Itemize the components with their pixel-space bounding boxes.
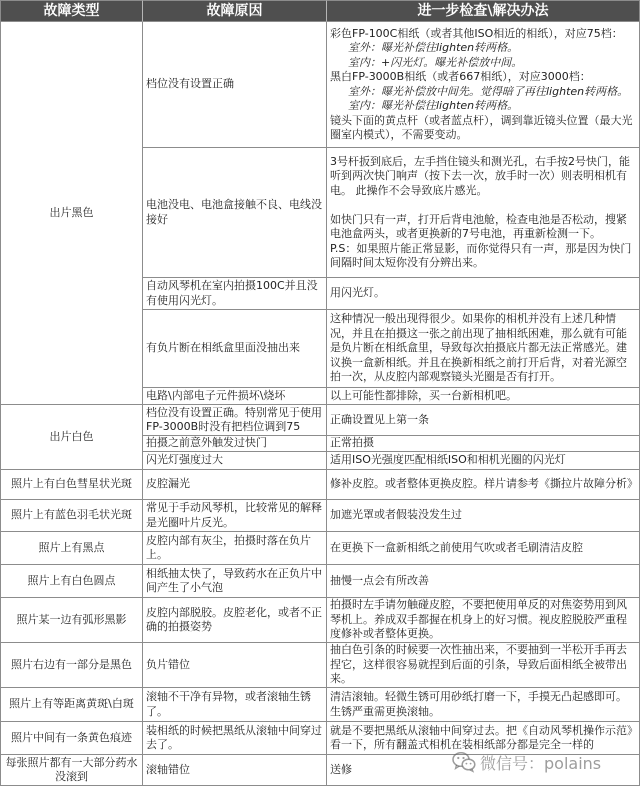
solution-line: 室外：曝光补偿放中间先。觉得暗了再往lighten转两格。 [348,84,629,98]
solution-line: 镜头下面的黄点杆（或者蓝点杆），调到靠近镜头位置（最大光圈室内模式），不需要变动。 [330,113,633,141]
solution-line: 彩色FP-100C相纸（或者其他ISO相近的相纸），对应75档： [330,26,623,40]
solution-text: 抽慢一点会有所改善 [330,573,429,587]
solution-paragraph: 以上可能性都排除，买一台新相机吧。 [330,388,517,402]
cause-cell [143,722,327,755]
fault-type-label: 照片上有等距离黄斑\白斑 [9,697,134,711]
solution-text: 加遮光罩或者假装没发生过 [330,508,462,522]
header-solution: 进一步检查\解决办法 [327,0,640,22]
solution-cell [327,755,640,786]
cause-text: 档位没有设置正确。特别常见于使用FP-3000B时没有把档位调到75 [146,405,322,433]
solution-cell [327,22,640,148]
cause-cell [143,532,327,565]
fault-type-label: 照片中间有一条黄色痕迹 [11,730,132,744]
fault-type-label: 出片黑色 [49,205,94,219]
fault-type-cell [0,643,143,688]
solution-paragraph: P.S：如果照片能正常显影，而你觉得只有一声，那是因为快门间隔时间太短你没有分辨出来。 [330,241,632,269]
cause-cell [143,755,327,786]
fault-type-cell [0,688,143,722]
solution-paragraph: 如快门只有一声，打开后背电池舱，检查电池是否松动，搜紧电池盒两头，或者更换新的7号电池，再重新检测一下。 [330,212,627,240]
fault-type-cell [0,755,143,786]
cause-text: 闪光灯强度过大 [146,453,223,467]
fault-type-cell [0,405,143,470]
fault-type-cell [0,722,143,755]
fault-type-label: 每张照片都有一大部分药水没滚到 [5,755,138,783]
solution-text: 修补皮腔。或者整体更换皮腔。样片请参考《撕拉片故障分析》 [330,477,638,491]
cause-cell [143,436,327,452]
cause-text: 拍摄之前意外触发过快门 [146,436,267,450]
fault-type-label: 照片上有黑点 [38,540,105,554]
solution-text: 清洁滚轴。轻微生锈可用砂纸打磨一下，手摸无凸起感即可。生锈严重需更换滚轴。 [330,690,627,718]
cause-text: 自动风琴机在室内拍摄100C并且没有使用闪光灯。 [146,279,318,307]
cause-cell [143,278,327,310]
cause-text: 皮腔漏光 [146,477,190,491]
solution-cell [327,565,640,598]
solution-cell [327,722,640,755]
solution-paragraph: 适用ISO光强度匹配相纸ISO和相机光圈的闪光灯 [330,453,566,467]
fault-type-label: 照片上有白色彗星状光斑 [11,477,132,491]
solution-text: 就是不要把黑纸从滚轴中间穿过去。把《自动风琴机操作示范》看一下，所有翻盖式相机在装相纸部分都是完全一样的 [330,723,633,751]
solution-cell [327,643,640,688]
cause-text: 滚轴错位 [146,762,190,776]
solution-line: 室内：曝光补偿往lighten转两格。 [348,99,519,112]
cause-text: 滚轴不干净有异物，或者滚轴生锈了。 [146,690,311,718]
cause-cell [143,148,327,278]
cause-cell [143,470,327,500]
cause-cell [143,452,327,470]
cause-text: 电路\内部电子元件损坏\烧坏 [146,388,286,402]
cause-cell [143,598,327,643]
solution-cell [327,310,640,388]
cause-text: 常见于手动风琴机，比较常见的解释是光圈叶片反光。 [146,501,322,529]
header-fault-type: 故障类型 [0,0,143,22]
solution-line: 黑白FP-3000B相纸（或者667相纸），对应3000档： [330,70,591,83]
solution-cell [327,598,640,643]
solution-cell [327,532,640,565]
solution-cell [327,436,640,452]
cause-text: 有负片断在相纸盒里面没抽出来 [146,341,300,355]
fault-type-label: 照片右边有一部分是黑色 [11,657,132,671]
solution-cell [327,388,640,405]
cause-cell [143,310,327,388]
solution-cell [327,688,640,722]
fault-type-label: 照片上有白色圆点 [27,573,116,587]
cause-text: 电池没电、电池盒接触不良、电线没接好 [146,198,322,226]
fault-type-cell [0,598,143,643]
solution-paragraph: 正确设置见上第一条 [330,412,429,426]
solution-paragraph: 正常拍摄 [330,436,374,450]
cause-text: 相纸抽太快了，导致药水在正负片中间产生了小气泡 [146,566,322,594]
cause-text: 负片错位 [146,657,190,671]
solution-paragraph: 3号杆扳到底后，左手挡住镜头和测光孔，右手按2号快门，能听到两次快门响声（按下去一次，放手时一次）则表明相机有电。 此操作不会导致底片感光。 [330,154,630,197]
cause-text: 皮腔内部脱胶。皮腔老化，或者不正确的拍摄姿势 [146,605,322,633]
fault-type-cell [0,500,143,532]
solution-text: 送修 [330,762,352,776]
solution-paragraph: 用闪光灯。 [330,286,385,300]
fault-type-label: 照片某一边有弧形黑影 [16,612,127,626]
watermark-text: 微信号：polains [480,753,602,773]
cause-text: 档位没有设置正确 [146,77,234,91]
solution-cell [327,405,640,436]
header-fault-cause: 故障原因 [143,0,327,22]
cause-cell [143,500,327,532]
cause-cell [143,388,327,405]
solution-cell [327,470,640,500]
fault-type-cell [0,470,143,500]
fault-type-cell [0,565,143,598]
fault-type-cell [0,532,143,565]
cause-cell [143,22,327,148]
cause-text: 装相纸的时候把黑纸从滚轴中间穿过去了。 [146,723,322,751]
solution-cell [327,278,640,310]
cause-cell [143,688,327,722]
solution-line: 室内：+闪光灯。曝光补偿放中间。 [348,55,523,69]
solution-paragraph: 这种情况一般出现得很少。如果你的相机并没有上述几种情况，并且在拍摄这一张之前出现了抽相纸困难，那么就有可能是负片断在相纸盒里，导致每次拍摄底片都无法正常感光。建议换一盒新相纸。并且在换新相纸之前打开后背，对着光源空拍一次，从皮腔内部观察镜头光圈是否有打开。 [330,312,627,384]
cause-cell [143,565,327,598]
cause-cell [143,643,327,688]
cause-cell [143,405,327,436]
fault-type-label: 照片上有蓝色羽毛状光斑 [11,508,132,522]
solution-cell [327,500,640,532]
solution-text: 拍摄时左手请勿触碰皮腔，不要把使用单反的对焦姿势用到风琴机上。养成双手都握在机身上的好习惯。视皮腔脱胶严重程度修补或者整体更换。 [330,598,627,641]
solution-text: 抽白色引条的时候要一次性抽出来，不要抽到一半松开手再去捏它，这样很容易就捏到后面的引条，导致后面相纸全被带出来。 [330,643,627,686]
solution-text: 在更换下一盒新相纸之前使用气吹或者毛刷清洁皮腔 [330,540,583,554]
cause-text: 皮腔内部有灰尘，拍摄时落在负片上。 [146,533,311,561]
solution-cell [327,148,640,278]
fault-type-cell [0,22,143,405]
fault-type-label: 出片白色 [49,429,94,443]
solution-cell [327,452,640,470]
solution-line: 室外：曝光补偿往lighten转两格。 [348,41,519,54]
